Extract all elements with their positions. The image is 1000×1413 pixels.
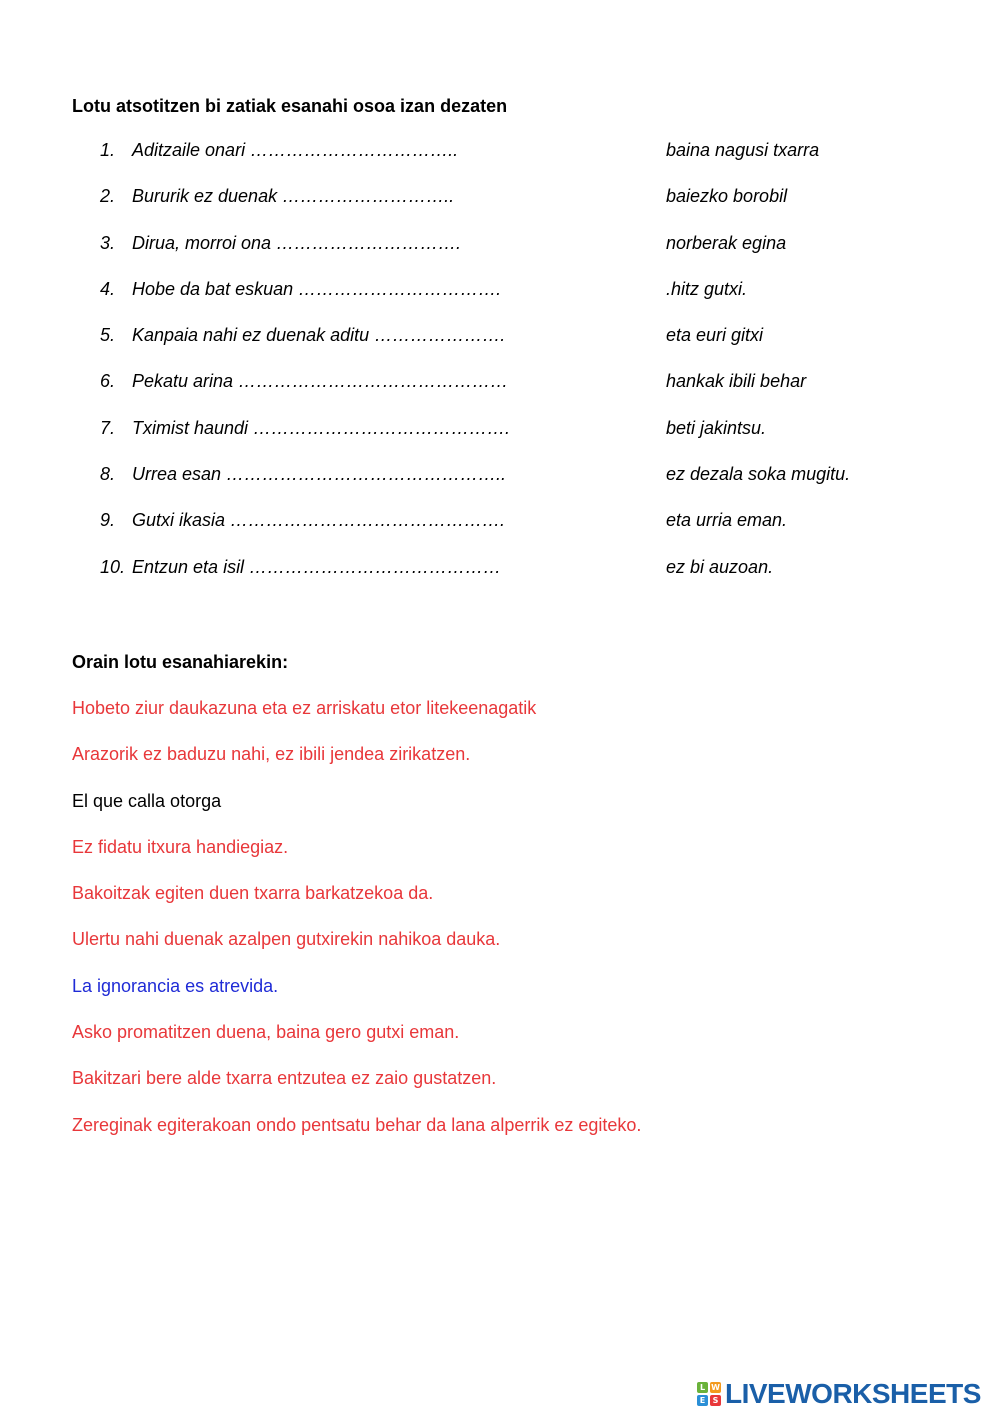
- proverb-number: 6.: [100, 371, 116, 392]
- proverb-second-half: beti jakintsu.: [666, 417, 767, 438]
- proverb-second-half: ez bi auzoan.: [666, 556, 774, 577]
- meaning-item: El que calla otorga: [72, 790, 222, 811]
- proverb-second-half: baina nagusi txarra: [666, 140, 820, 160]
- proverb-row: [0, 279, 1000, 325]
- proverb-number: 7.: [100, 417, 116, 438]
- proverb-first-half: Aditzaile onari ……………………………..: [132, 140, 459, 160]
- proverb-second-half: .hitz gutxi.: [666, 278, 748, 299]
- meaning-item: Hobeto ziur daukazuna eta ez arriskatu etor litekeenagatik: [72, 698, 537, 718]
- proverb-first-half: Kanpaia nahi ez duenak aditu ………………….: [132, 325, 506, 346]
- meaning-item: Ez fidatu itxura handiegiaz.: [72, 836, 289, 857]
- meaning-item: Bakitzari bere alde txarra entzutea ez zaio gustatzen.: [72, 1068, 497, 1089]
- proverb-number: 1.: [100, 140, 116, 160]
- logo-mark-letter: S: [710, 1395, 721, 1406]
- proverb-number: 2.: [100, 186, 116, 207]
- liveworksheets-logo[interactable]: [697, 1378, 981, 1410]
- proverb-row: [0, 140, 1000, 186]
- logo-mark-letter: L: [697, 1382, 708, 1393]
- proverb-first-half: Pekatu arina ………………………………………: [132, 371, 509, 392]
- proverb-row: [0, 464, 1000, 510]
- exercise-heading: Lotu atsotitzen bi zatiak esanahi osoa izan dezaten: [72, 96, 508, 116]
- proverb-row: [0, 186, 1000, 232]
- proverb-first-half: Tximist haundi …………………………………….: [132, 417, 511, 438]
- proverb-row: [0, 510, 1000, 556]
- meaning-item: Zereginak egiterakoan ondo pentsatu behar da lana alperrik ez egiteko.: [72, 1114, 642, 1135]
- proverb-second-half: hankak ibili behar: [666, 371, 807, 392]
- proverb-second-half: baiezko borobil: [666, 186, 788, 207]
- proverb-number: 5.: [100, 325, 116, 346]
- proverb-first-half: Urrea esan ………………………………………..: [132, 464, 507, 485]
- proverb-first-half: Entzun eta isil ……………………………………: [132, 556, 502, 577]
- meaning-item: Asko promatitzen duena, baina gero gutxi eman.: [72, 1022, 460, 1043]
- proverb-first-half: Dirua, morroi ona ………………………….: [132, 232, 462, 253]
- proverb-list: [0, 140, 1000, 603]
- proverb-row: [0, 325, 1000, 371]
- meaning-item: La ignorancia es atrevida.: [72, 975, 279, 996]
- proverb-number: 4.: [100, 278, 116, 299]
- proverb-first-half: Bururik ez duenak ………………………..: [132, 186, 455, 207]
- meaning-item: Arazorik ez baduzu nahi, ez ibili jendea zirikatzen.: [72, 744, 471, 765]
- logo-mark-letter: E: [697, 1395, 708, 1406]
- proverb-row: [0, 557, 1000, 603]
- proverb-second-half: eta urria eman.: [666, 510, 788, 531]
- proverb-row: [0, 371, 1000, 417]
- meanings-list: [72, 698, 641, 1161]
- proverb-row: [0, 418, 1000, 464]
- proverb-second-half: eta euri gitxi: [666, 325, 764, 346]
- proverb-number: 8.: [100, 464, 116, 485]
- meanings-heading: Orain lotu esanahiarekin:: [72, 652, 289, 672]
- proverb-number: 10.: [100, 556, 126, 577]
- proverb-row: [0, 233, 1000, 279]
- proverb-number: 3.: [100, 232, 116, 253]
- logo-text: LIVEWORKSHEETS: [725, 1378, 981, 1409]
- meaning-item: Bakoitzak egiten duen txarra barkatzekoa da.: [72, 883, 434, 904]
- proverb-second-half: ez dezala soka mugitu.: [666, 464, 851, 485]
- proverb-first-half: Gutxi ikasia ……………………………………….: [132, 510, 506, 531]
- proverb-first-half: Hobe da bat eskuan …………………………….: [132, 278, 502, 299]
- proverb-second-half: norberak egina: [666, 232, 787, 253]
- logo-mark-icon: [697, 1382, 721, 1406]
- logo-mark-letter: W: [711, 1383, 720, 1392]
- proverb-number: 9.: [100, 510, 116, 531]
- meaning-item: Ulertu nahi duenak azalpen gutxirekin nahikoa dauka.: [72, 929, 501, 950]
